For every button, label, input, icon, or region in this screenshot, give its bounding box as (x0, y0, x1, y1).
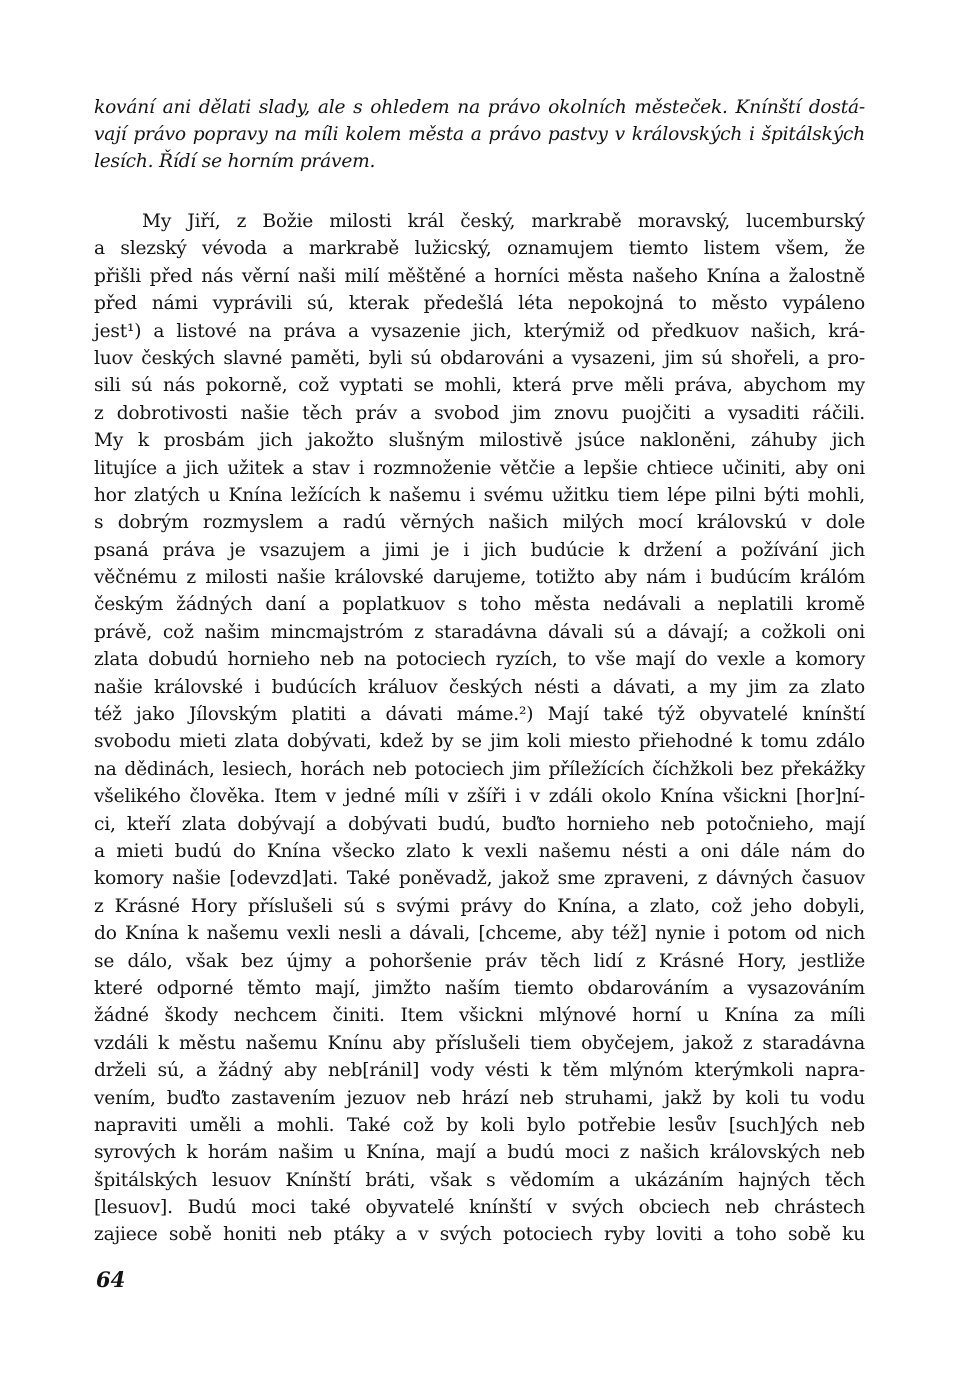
text-line: My Jiří, z Božie milosti král český, markrabě moravský, lucemburský (142, 211, 865, 232)
text-line: našie královské i budúcích králuov českých nésti a dávati, a my jim za zlato (94, 676, 865, 698)
text-line: špitálských lesuov Knínští bráti, však s vědomím a ukázáním hajných těch (94, 1169, 865, 1191)
text-line: jest¹) a listové na práva a vysazenie jich, kterýmiž od předkuov našich, krá- (94, 320, 865, 342)
text-line: z Krásné Hory příslušeli sú s svými právy do Knína, a zlato, což jeho dobyli, (94, 895, 865, 917)
text-line: kování ani dělati slady, ale s ohledem na právo okolních městeček. Knínští dostá- (94, 97, 865, 118)
text-line: zlata dobudú hornieho neb na potociech ryzích, to vše mají do vexle a komory (94, 649, 865, 671)
intro-summary (94, 94, 865, 175)
text-line: a mieti budú do Knína všecko zlato k vexli našemu nésti a oni dále nám do (94, 840, 865, 862)
text-line: sili sú nás pokorně, což vyptati se mohli, která prve měli práva, abychom my (94, 375, 865, 397)
text-line: do Knína k našemu vexli nesli a dávali, [chceme, aby též] nynie i potom od nich (94, 923, 865, 945)
text-line: přišli před nás věrní naši milí měštěné a horníci města našeho Knína a žalostně (94, 265, 865, 287)
text-line: se dálo, však bez újmy a pohoršenie práv těch lidí z Krásné Hory, jestliže (94, 950, 865, 972)
text-line: litujíce a jich užitek a stav i rozmnoženie větčie a lepšie chtiece učiniti, aby oni (94, 457, 865, 479)
page-number: 64 (96, 1267, 126, 1292)
text-line: před námi vyprávili sú, kterak předešlá léta nepokojná to město vypáleno (94, 293, 865, 315)
text-line: které odporné těmto mají, jimžto naším tiemto obdarováním a vysazováním (94, 977, 865, 999)
text-line: českým žádných daní a poplatkuov s toho města nedávali a neplatili kromě (94, 594, 865, 616)
text-line: komory našie [odevzd]ati. Také poněvadž, jakož sme zpraveni, z dávných časuov (94, 868, 865, 890)
text-line: vají právo popravy na míli kolem města a právo pastvy v královských i špitálských (94, 124, 865, 145)
text-line: vzdáli k městu našemu Knínu aby příslušeli tiem obyčejem, jakož z staradávna (94, 1032, 865, 1054)
text-line: věčnému z milosti našie královské darujeme, totižto aby nám i budúcím králóm (94, 567, 865, 589)
text-line: na dědinách, lesiech, horách neb potociech jim příležících číchžkoli bez překážky (94, 758, 865, 780)
text-line: [lesuov]. Budú moci také obyvatelé knínští v svých obciech neb chrástech (94, 1197, 865, 1219)
text-line: z dobrotivosti našie těch práv a svobod jim znovu puojčiti a vysaditi ráčili. (94, 402, 865, 424)
text-line: všelikého člověka. Item v jedné míli v zšíři i v zdáli okolo Knína všickni [hor]ní- (94, 786, 865, 808)
text-line: též jako Jílovským platiti a dávati máme.²) Mají také týž obyvatelé knínští (94, 704, 865, 726)
text-line: napraviti uměli a mohli. Také což by koli bylo potřebie lesův [such]ých neb (94, 1114, 865, 1136)
text-line: hor zlatých u Knína ležících k našemu i svému užitku tiem lépe pilni býti mohli, (94, 484, 865, 506)
text-line: drželi sú, a žádný aby neb[ránil] vody vésti k těm mlýnóm kterýmkoli naprа- (94, 1060, 865, 1082)
text-line: a slezský vévoda a markrabě lužicský, oznamujem tiemto listem všem, že (94, 238, 865, 260)
text-line: syrových k horám našim u Knína, mají a budú moci z našich královských neb (94, 1142, 865, 1164)
text-line: vením, buďto zastavením jezuov neb hrází neb struhami, jakž by koli tu vodu (94, 1087, 865, 1109)
text-line: právě, což našim mincmajstróm z staradávna dávali sú a dávají; a cožkoli oni (94, 621, 865, 643)
text-line: svobodu mieti zlata dobývati, kdež by se jim koli miesto přiehodné k tomu zdálo (94, 731, 865, 753)
text-line: psaná práva je vsazujem a jimi je i jich budúcie k držení a požívání jich (94, 539, 865, 561)
text-line: My k prosbám jich jakožto slušným milostivě jsúce nakloněni, záhuby jich (94, 430, 865, 452)
text-line: s dobrým rozmyslem a radú věrných našich milých mocí královskú v dole (94, 512, 865, 534)
text-line: zajiece sobě honiti neb ptáky a v svých potociech ryby loviti a toho sobě ku (94, 1224, 865, 1246)
text-line: luov českých slavné paměti, byli sú obdarováni a vysazeni, jim sú shořeli, a pro- (94, 347, 865, 369)
text-line: ci, kteří zlata dobývají a dobývati budú, buďto hornieho neb potočnieho, mají (94, 813, 865, 835)
charter-text (94, 208, 865, 1249)
text-line: žádné škody nechcem činiti. Item všickni mlýnové horní u Knína za míli (94, 1005, 865, 1027)
text-line: lesích. Řídí se horním právem. (94, 151, 376, 172)
